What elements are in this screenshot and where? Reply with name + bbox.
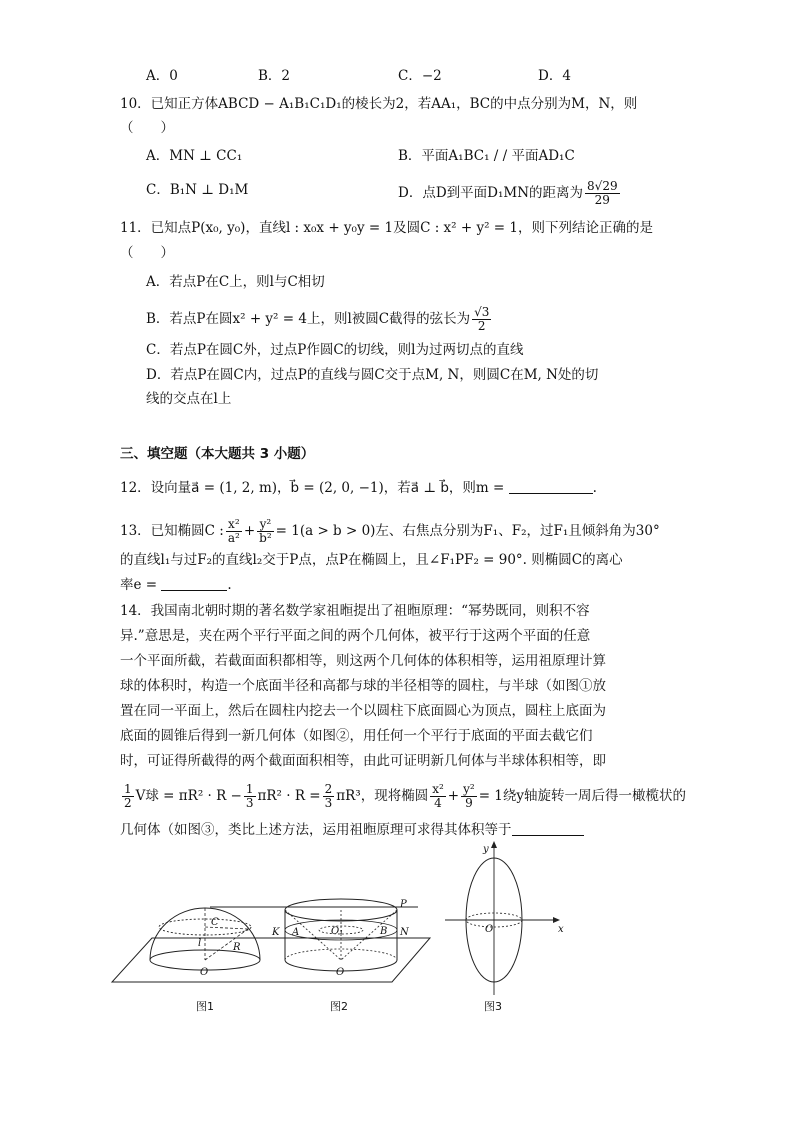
q9-option-a: A．0 [146,68,178,84]
q13-line3-text: 率e = [120,577,158,593]
fig1-caption: 图1 [196,1000,214,1013]
q11-stem: 11．已知点P(x₀, y₀)，直线l : x₀x + y₀y = 1及圆C : x² + y² = 1，则下列结论正确的是 [120,220,653,236]
q13-fraction-y [257,518,274,545]
q11-option-b-fraction [472,306,491,333]
base-plane [112,938,430,982]
q10-option-c: C．B₁N ⊥ D₁M [146,182,249,198]
q13-period: . [227,577,232,593]
fig3-label-o: O [485,924,494,935]
q11-option-c: C．若点P在圆C外，过点P作圆C的切线，则l为过两切点的直线 [146,342,524,358]
q13-plus: + [243,523,256,539]
q12-answer-blank[interactable] [509,479,593,494]
fig2-label-a: A [292,927,300,938]
q12 [120,478,597,498]
q13-fraction-x [226,518,242,545]
q14-line4: 球的体积时，构造一个底面半径和高都与球的半径相等的圆柱，与半球（如图①放 [120,678,606,694]
q12-period: . [592,480,597,496]
q10-paren: （ ） [120,120,174,136]
fraction-denominator: b² [259,531,272,545]
q14-formula-line: $\frac{1}{2}$ V球 = πR² · R − $\frac{1}{3}$ πR² · R = $\frac{2}{3}$ πR³，现将椭圆 $\frac{\text{x²}}{4}$ + $\frac{\text{y²}}{9}$ = 1绕y轴旋转一周后得一橄榄状的 [124,782,687,810]
fig3-label-x: x [558,924,564,935]
fraction-numerator: y² [463,782,475,796]
q14-line1: 14．我国南北朝时期的著名数学家祖暅提出了祖暅原理：“幂势既同，则积不容 [120,603,590,619]
geometry-figures [0,830,794,1030]
q14-mid: πR² · R = [257,788,321,804]
fraction-numerator: √3 [474,305,490,319]
fraction-numerator: y² [257,518,274,532]
q11-option-a: A．若点P在C上，则l与C相切 [146,274,325,290]
fraction-numerator: 2 [324,782,333,796]
fraction-denominator: a² [227,531,240,545]
q10-option-d-text: D．点D到平面D₁MN的距离为 [398,185,584,201]
q13-pre: 13．已知椭圆C : [120,523,224,539]
q10-stem: 10．已知正方体ABCD − A₁B₁C₁D₁的棱长为2，若AA₁，BC的中点分别为M，N，则 [120,96,638,112]
q11-option-b-text: B．若点P在圆x² + y² = 4上，则l被圆C截得的弦长为 [146,311,471,327]
q14-line7: 时，可证得所截得的两个截面面积相等，由此可证明新几何体与半球体积相等，即 [120,753,606,769]
fig2-label-p: P [400,899,407,910]
q11-option-d-line2: 线的交点在l上 [146,391,232,407]
q10-option-d [398,180,622,207]
fraction-denominator: 3 [324,796,333,810]
fraction-third [244,783,256,810]
fraction-numerator: x² [432,782,444,796]
fraction-x-sq-4 [430,783,446,810]
fig1-label-l: l [198,938,202,949]
fraction-numerator: 1 [124,782,132,796]
fig2-label-b: B [380,926,388,937]
fig2-caption: 图2 [330,1000,348,1013]
q14-line3: 一个平面所截，若截面面积都相等，则这两个几何体的体积相等，运用祖原理计算 [120,653,606,669]
fraction-half [122,783,134,810]
fraction-denominator: 9 [465,796,473,810]
fig1-label-r: R [233,942,241,953]
fraction-denominator: 2 [124,796,132,810]
fig2-label-n: N [400,927,409,938]
q9-option-c: C．−2 [398,68,442,84]
q9-option-d: D．4 [538,68,571,84]
fig2-label-o1: O₁ [331,926,344,937]
q13-rest: = 1(a > b > 0)左、右焦点分别为F₁、F₂，过F₁且倾斜角为30° [275,523,660,539]
q12-text: 12．设向量a⃗ = (1, 2, m)，b⃗ = (2, 0, −1)，若a⃗ ⊥ b⃗，则m = [120,480,505,496]
q14-line9-text: 几何体（如图③，类比上述方法，运用祖暅原理可求得其体积等于 [120,822,512,838]
q11-option-d-line1: D．若点P在圆C内，过点P的直线与圆C交于点M, N，则圆C在M, N处的切 [146,367,599,383]
fraction-two-thirds [323,783,335,810]
q14-tail: πR³，现将椭圆 [336,788,429,804]
q14-line2: 异.”意思是，夹在两个平行平面之间的两个几何体，被平行于这两个平面的任意 [120,628,591,644]
q14-line6: 底面的圆锥后得到一新几何体（如图②，用任何一个平行于底面的平面去截它们 [120,728,593,744]
q14-line5: 置在同一平面上，然后在圆柱内挖去一个以圆柱下底面圆心为顶点，圆柱上底面为 [120,703,606,719]
fig3-label-y: y [483,844,489,855]
q11-paren: （ ） [120,245,174,261]
fraction-numerator: 1 [245,782,254,796]
q13-line2: 的直线l₁与过F₂的直线l₂交于P点，点P在椭圆上，且∠F₁PF₂ = 90°. 则椭圆C的离心 [120,552,623,568]
q13-answer-blank[interactable] [161,576,227,591]
fraction-numerator: x² [226,518,242,532]
fig3-caption: 图3 [484,1000,502,1013]
q13-line1 [120,518,660,545]
q11-option-b [146,306,493,333]
fig1-label-c: C [211,917,219,928]
fraction-denominator: 29 [594,193,610,207]
figure-1-hemisphere [150,908,260,978]
q9-option-b: B．2 [258,68,291,84]
fraction-denominator: 2 [477,319,486,333]
fig1-label-o: O [200,967,209,978]
fraction-y-sq-9 [461,783,477,810]
fraction-numerator: 8√29 [587,179,618,193]
fig2-label-o: O [336,967,345,978]
q10-option-d-fraction [585,180,620,207]
q10-option-b: B．平面A₁BC₁ / / 平面AD₁C [398,148,575,164]
section-heading: 三、填空题（本大题共 3 小题） [120,446,315,462]
q14-v-ball: V球 = πR² · R − [135,788,242,804]
fraction-denominator: 3 [245,796,254,810]
figure-3-ellipse [445,841,564,995]
q10-option-a: A．MN ⊥ CC₁ [146,148,243,164]
q13-line3 [120,575,232,595]
fig2-label-k: K [272,927,280,938]
fraction-denominator: 4 [434,796,442,810]
q14-tail2: = 1绕y轴旋转一周后得一橄榄状的 [478,788,687,804]
